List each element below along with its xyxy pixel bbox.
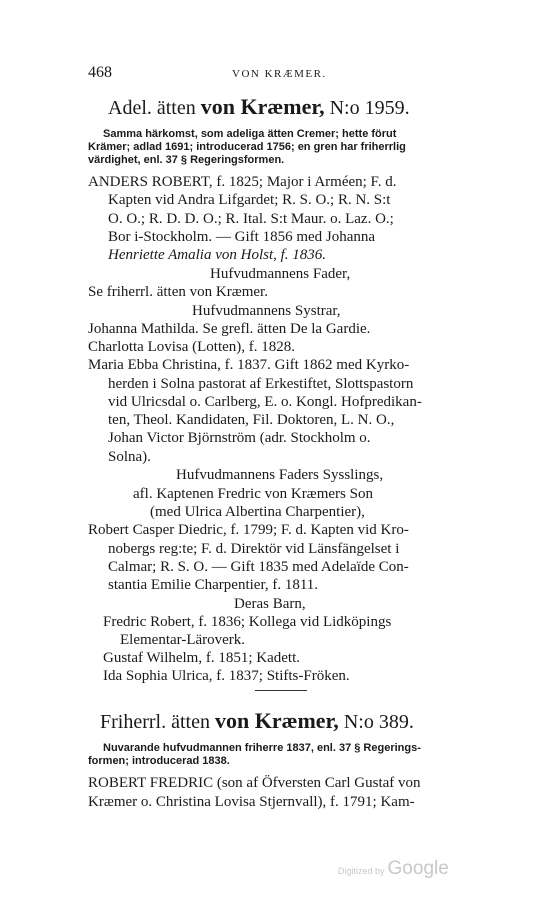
google-logo: Google	[387, 858, 449, 879]
intro-line: formen; introducerad 1838.	[88, 755, 230, 767]
subheading-father: Hufvudmannens Fader,	[210, 266, 351, 282]
body-line: stantia Emilie Charpentier, f. 1811.	[108, 577, 319, 593]
heading-number: N:o 1959.	[329, 97, 410, 119]
heading-number: N:o 389.	[343, 711, 414, 733]
body-line: Kapten vid Andra Lifgardet; R. S. O.; R. N. S:t	[108, 192, 391, 208]
section-heading-friherrl	[100, 710, 414, 732]
body-line: Kræmer o. Christina Lovisa Stjernvall), f. 1791; Kam-	[88, 794, 415, 810]
body-line: Gustaf Wilhelm, f. 1851; Kadett.	[103, 650, 300, 666]
body-line: Elementar-Läroverk.	[120, 632, 246, 648]
intro-line: Samma härkomst, som adeliga ätten Cremer; hette förut	[103, 128, 397, 140]
body-line: (med Ulrica Albertina Charpentier),	[150, 504, 365, 520]
body-line: afl. Kaptenen Fredric von Kræmers Son	[133, 486, 373, 502]
body-line: Solna).	[108, 449, 151, 465]
heading-prefix: Friherrl. ätten	[100, 711, 210, 733]
intro-line: Nuvarande hufvudmannen friherre 1837, enl. 37 § Regerings-	[103, 742, 421, 754]
body-line: nobergs reg:te; F. d. Direktör vid Länsfängelset i	[108, 541, 400, 557]
body-line: ROBERT FREDRIC (son af Öfversten Carl Gustaf von	[88, 775, 421, 791]
body-line: ANDERS ROBERT, f. 1825; Major i Arméen; F. d.	[88, 174, 397, 190]
heading-family-name: von Kræmer,	[214, 708, 339, 733]
body-line: Henriette Amalia von Holst, f. 1836.	[108, 247, 327, 263]
body-line: Robert Casper Diedric, f. 1799; F. d. Kapten vid Kro-	[88, 522, 409, 538]
intro-line: värdighet, enl. 37 § Regeringsformen.	[88, 154, 285, 166]
body-line: Fredric Robert, f. 1836; Kollega vid Lidköpings	[103, 614, 392, 630]
body-line: Johan Victor Björnström (adr. Stockholm o.	[108, 430, 371, 446]
heading-family-name: von Kræmer,	[200, 94, 325, 119]
section-divider	[255, 690, 307, 691]
body-line: Charlotta Lovisa (Lotten), f. 1828.	[88, 339, 296, 355]
body-line: Bor i-Stockholm. — Gift 1856 med Johanna	[108, 229, 376, 245]
body-line: O. O.; R. D. D. O.; R. Ital. S:t Maur. o. Laz. O.;	[108, 211, 394, 227]
body-line: vid Ulricsdal o. Carlberg, E. o. Kongl. Hofpredikan-	[108, 394, 422, 410]
body-line: Johanna Mathilda. Se grefl. ätten De la Gardie.	[88, 321, 371, 337]
body-line: Se friherrl. ätten von Kræmer.	[88, 284, 268, 300]
subheading-sisters: Hufvudmannens Systrar,	[192, 303, 341, 319]
subheading-children: Deras Barn,	[234, 596, 306, 612]
heading-prefix: Adel. ätten	[108, 97, 196, 119]
subheading-cousins: Hufvudmannens Faders Sysslings,	[176, 467, 384, 483]
intro-line: Krämer; adlad 1691; introducerad 1756; en gren har friherrlig	[88, 141, 406, 153]
body-line: herden i Solna pastorat af Erkestiftet, Slottspastorn	[108, 376, 414, 392]
google-watermark	[338, 858, 449, 880]
section-heading-adel	[108, 96, 410, 118]
watermark-digitized: Digitized by	[338, 866, 385, 876]
page-number: 468	[88, 64, 112, 81]
running-title: VON KRÆMER.	[232, 68, 327, 80]
body-line: Maria Ebba Christina, f. 1837. Gift 1862 med Kyrko-	[88, 357, 410, 373]
body-line: Calmar; R. S. O. — Gift 1835 med Adelaïde Con-	[108, 559, 409, 575]
body-line: ten, Theol. Kandidaten, Fil. Doktoren, L. N. O.,	[108, 412, 395, 428]
body-line: Ida Sophia Ulrica, f. 1837; Stifts-Fröken.	[103, 668, 350, 684]
